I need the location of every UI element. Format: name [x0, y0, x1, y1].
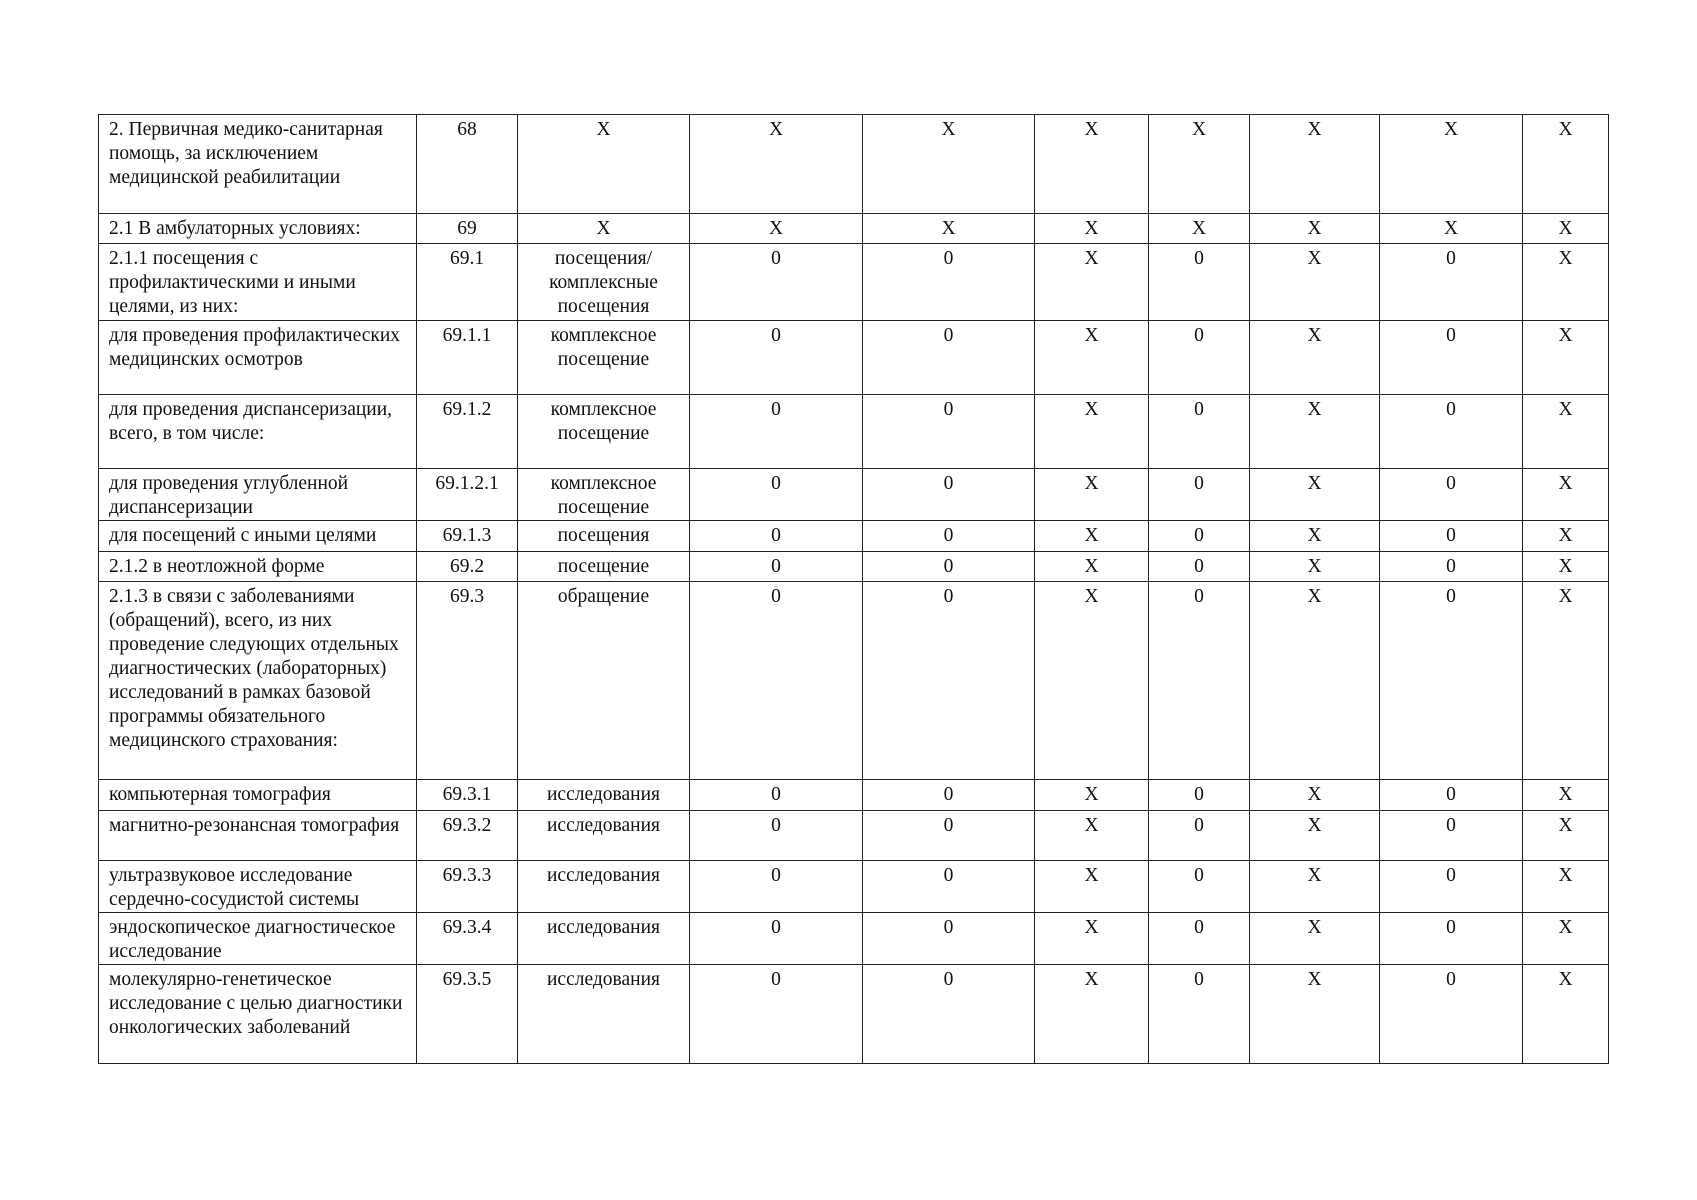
value-cell — [1250, 115, 1380, 214]
cell-value: X — [768, 218, 784, 239]
row-label: 2.1.3 в связи с заболеваниями (обращений), всего, из них проведение следующих отдельных диагностических (лабораторных) исследований в рамках базовой программы обязательного медицинского страхования: — [109, 586, 399, 751]
value-cell — [1035, 521, 1149, 552]
value-cell — [863, 552, 1035, 582]
row-code-cell — [417, 552, 518, 582]
value-cell — [1149, 521, 1250, 552]
cell-value: 0 — [1446, 325, 1456, 346]
unit-label: посещение — [557, 556, 650, 577]
value-cell — [1380, 582, 1523, 780]
row-code: 69.3 — [449, 586, 485, 607]
value-cell — [1380, 469, 1523, 521]
unit-cell — [518, 582, 690, 780]
table-row — [99, 521, 1609, 552]
value-cell — [1380, 552, 1523, 582]
value-cell — [1035, 861, 1149, 913]
unit-cell — [518, 811, 690, 861]
cell-value: X — [1084, 119, 1099, 140]
value-cell — [1380, 521, 1523, 552]
row-label-cell — [99, 469, 417, 521]
row-label-cell — [99, 321, 417, 395]
row-code: 68 — [457, 119, 477, 140]
unit-label: X — [596, 119, 611, 140]
row-code-cell — [417, 214, 518, 244]
value-cell — [1035, 395, 1149, 469]
table-body — [99, 115, 1609, 1064]
cell-value: X — [1084, 969, 1099, 990]
cell-value: X — [1084, 248, 1099, 269]
row-label-cell — [99, 861, 417, 913]
value-cell — [863, 115, 1035, 214]
value-cell — [1149, 244, 1250, 321]
row-code-cell — [417, 244, 518, 321]
value-cell — [1250, 811, 1380, 861]
cell-value: 0 — [943, 865, 954, 886]
value-cell — [1035, 244, 1149, 321]
value-cell — [863, 861, 1035, 913]
value-cell — [690, 115, 863, 214]
cell-value: X — [1084, 473, 1099, 494]
cell-value: 0 — [771, 784, 781, 805]
row-label: молекулярно-генетическое исследование с целью диагностики онкологических заболеваний — [109, 969, 403, 1038]
unit-label: обращение — [557, 586, 650, 607]
unit-cell — [518, 913, 690, 965]
value-cell — [1523, 913, 1609, 965]
value-cell — [1149, 321, 1250, 395]
cell-value: 0 — [943, 969, 954, 990]
cell-value: 0 — [1194, 325, 1204, 346]
table-row — [99, 469, 1609, 521]
value-cell — [1523, 582, 1609, 780]
value-cell — [1523, 780, 1609, 811]
unit-label: исследования — [547, 784, 660, 805]
cell-value: X — [1084, 586, 1099, 607]
cell-value: X — [1558, 586, 1573, 607]
cell-value: X — [1558, 784, 1573, 805]
row-code: 69.1.1 — [442, 325, 492, 346]
cell-value: X — [1558, 325, 1573, 346]
row-label-cell — [99, 582, 417, 780]
cell-value: 0 — [771, 473, 781, 494]
cell-value: X — [1558, 917, 1573, 938]
cell-value: X — [1558, 969, 1573, 990]
value-cell — [1523, 469, 1609, 521]
cell-value: X — [1084, 399, 1099, 420]
cell-value: X — [1443, 119, 1459, 140]
row-code: 69.3.5 — [442, 969, 492, 990]
value-cell — [1380, 913, 1523, 965]
row-code-cell — [417, 780, 518, 811]
table-row — [99, 395, 1609, 469]
row-label: 2.1.1 посещения с профилактическими и иными целями, из них: — [109, 248, 356, 317]
value-cell — [863, 811, 1035, 861]
cell-value: X — [1307, 865, 1322, 886]
cell-value: X — [1558, 248, 1573, 269]
row-code-cell — [417, 811, 518, 861]
cell-value: 0 — [771, 525, 781, 546]
row-label: эндоскопическое диагностическое исследование — [109, 917, 396, 962]
value-cell — [690, 811, 863, 861]
table-row — [99, 913, 1609, 965]
table-row — [99, 582, 1609, 780]
row-label-cell — [99, 811, 417, 861]
cell-value: X — [1307, 784, 1322, 805]
cell-value: X — [1084, 917, 1099, 938]
unit-cell — [518, 861, 690, 913]
row-label: ультразвуковое исследование сердечно-сосудистой системы — [109, 865, 360, 910]
row-label: для проведения диспансеризации, всего, в том числе: — [109, 399, 393, 444]
cell-value: 0 — [1446, 784, 1456, 805]
value-cell — [863, 244, 1035, 321]
cell-value: 0 — [943, 399, 954, 420]
value-cell — [863, 780, 1035, 811]
value-cell — [690, 552, 863, 582]
cell-value: X — [1084, 556, 1099, 577]
value-cell — [1035, 115, 1149, 214]
unit-cell — [518, 552, 690, 582]
cell-value: X — [1558, 218, 1573, 239]
table-row — [99, 861, 1609, 913]
row-code: 69.3.4 — [442, 917, 492, 938]
value-cell — [1250, 469, 1380, 521]
row-label-cell — [99, 552, 417, 582]
value-cell — [1380, 861, 1523, 913]
cell-value: X — [941, 218, 956, 239]
cell-value: X — [1084, 325, 1099, 346]
value-cell — [690, 582, 863, 780]
cell-value: 0 — [1194, 556, 1204, 577]
table-row — [99, 321, 1609, 395]
cell-value: X — [1558, 815, 1573, 836]
row-code: 69.3.2 — [442, 815, 492, 836]
value-cell — [1149, 395, 1250, 469]
unit-cell — [518, 965, 690, 1064]
value-cell — [863, 913, 1035, 965]
cell-value: 0 — [771, 969, 781, 990]
row-label-cell — [99, 244, 417, 321]
value-cell — [1149, 780, 1250, 811]
cell-value: 0 — [1446, 473, 1456, 494]
value-cell — [1523, 395, 1609, 469]
value-cell — [1149, 115, 1250, 214]
cell-value: 0 — [943, 784, 954, 805]
row-code-cell — [417, 395, 518, 469]
row-label: для проведения углубленной диспансеризации — [109, 473, 349, 518]
value-cell — [1380, 321, 1523, 395]
row-label-cell — [99, 395, 417, 469]
cell-value: X — [1191, 218, 1207, 239]
cell-value: 0 — [943, 525, 954, 546]
row-code-cell — [417, 321, 518, 395]
value-cell — [1523, 521, 1609, 552]
table-row — [99, 115, 1609, 214]
cell-value: 0 — [943, 556, 954, 577]
cell-value: X — [1307, 525, 1322, 546]
row-code-cell — [417, 521, 518, 552]
value-cell — [1380, 811, 1523, 861]
value-cell — [1523, 115, 1609, 214]
value-cell — [690, 469, 863, 521]
cell-value: X — [1558, 525, 1573, 546]
unit-cell — [518, 780, 690, 811]
cell-value: X — [1307, 248, 1322, 269]
cell-value: 0 — [1194, 865, 1204, 886]
value-cell — [690, 861, 863, 913]
value-cell — [863, 321, 1035, 395]
value-cell — [1523, 965, 1609, 1064]
cell-value: X — [1084, 525, 1099, 546]
value-cell — [1523, 214, 1609, 244]
value-cell — [863, 395, 1035, 469]
unit-label: комплексное посещение — [550, 399, 657, 444]
value-cell — [690, 214, 863, 244]
cell-value: 0 — [1194, 586, 1204, 607]
cell-value: 0 — [1194, 969, 1204, 990]
value-cell — [1035, 965, 1149, 1064]
unit-label: комплексное посещение — [550, 473, 657, 518]
unit-label: исследования — [547, 815, 660, 836]
cell-value: 0 — [1446, 586, 1456, 607]
row-label: для посещений с иными целями — [109, 525, 377, 546]
unit-label: исследования — [547, 865, 660, 886]
row-label-cell — [99, 115, 417, 214]
value-cell — [863, 582, 1035, 780]
value-cell — [1035, 913, 1149, 965]
row-code: 69 — [457, 218, 477, 239]
value-cell — [690, 965, 863, 1064]
unit-label: посещения — [557, 525, 650, 546]
value-cell — [1380, 214, 1523, 244]
cell-value: X — [1307, 218, 1322, 239]
cell-value: 0 — [1446, 865, 1456, 886]
row-code: 69.3.3 — [442, 865, 492, 886]
cell-value: X — [1191, 119, 1207, 140]
cell-value: X — [768, 119, 784, 140]
value-cell — [690, 395, 863, 469]
cell-value: 0 — [1446, 969, 1456, 990]
value-cell — [1149, 811, 1250, 861]
cell-value: 0 — [943, 325, 954, 346]
unit-cell — [518, 244, 690, 321]
cell-value: 0 — [771, 917, 781, 938]
value-cell — [1250, 780, 1380, 811]
row-code-cell — [417, 913, 518, 965]
value-cell — [1380, 395, 1523, 469]
value-cell — [1035, 214, 1149, 244]
value-cell — [1523, 811, 1609, 861]
row-label: 2. Первичная медико-санитарная помощь, за исключением медицинской реабилитации — [109, 119, 383, 188]
value-cell — [1149, 913, 1250, 965]
table-row — [99, 780, 1609, 811]
row-code-cell — [417, 965, 518, 1064]
value-cell — [1523, 861, 1609, 913]
value-cell — [690, 521, 863, 552]
cell-value: 0 — [771, 399, 781, 420]
unit-cell — [518, 469, 690, 521]
cell-value: X — [1307, 556, 1322, 577]
row-label: 2.1 В амбулаторных условиях: — [109, 218, 361, 239]
cell-value: X — [1084, 784, 1099, 805]
cell-value: 0 — [771, 248, 781, 269]
value-cell — [1250, 321, 1380, 395]
table-row — [99, 552, 1609, 582]
cell-value: 0 — [771, 815, 781, 836]
unit-cell — [518, 321, 690, 395]
unit-cell — [518, 521, 690, 552]
cell-value: X — [1558, 556, 1573, 577]
value-cell — [690, 913, 863, 965]
row-code: 69.1 — [449, 248, 485, 269]
row-label: для проведения профилактических медицинских осмотров — [109, 325, 401, 370]
row-label: 2.1.2 в неотложной форме — [109, 556, 325, 577]
cell-value: X — [1307, 815, 1322, 836]
cell-value: 0 — [1446, 248, 1456, 269]
cell-value: X — [941, 119, 956, 140]
value-cell — [1380, 244, 1523, 321]
cell-value: X — [1307, 917, 1322, 938]
value-cell — [1250, 521, 1380, 552]
cell-value: 0 — [1446, 399, 1456, 420]
cell-value: 0 — [1446, 917, 1456, 938]
cell-value: X — [1558, 473, 1573, 494]
row-label: магнитно-резонансная томография — [109, 815, 400, 836]
value-cell — [1149, 965, 1250, 1064]
cell-value: 0 — [771, 325, 781, 346]
value-cell — [1380, 780, 1523, 811]
value-cell — [1149, 552, 1250, 582]
unit-label: исследования — [547, 969, 660, 990]
row-code: 69.1.3 — [442, 525, 492, 546]
row-code: 69.1.2 — [442, 399, 492, 420]
cell-value: X — [1558, 119, 1573, 140]
value-cell — [1523, 244, 1609, 321]
value-cell — [1250, 582, 1380, 780]
cell-value: X — [1558, 399, 1573, 420]
cell-value: X — [1443, 218, 1459, 239]
row-label-cell — [99, 965, 417, 1064]
row-code: 69.2 — [449, 556, 485, 577]
cell-value: X — [1307, 325, 1322, 346]
cell-value: X — [1084, 218, 1099, 239]
value-cell — [1035, 321, 1149, 395]
value-cell — [1250, 395, 1380, 469]
cell-value: X — [1307, 119, 1322, 140]
cell-value: 0 — [1446, 815, 1456, 836]
value-cell — [863, 469, 1035, 521]
value-cell — [1380, 115, 1523, 214]
row-code: 69.3.1 — [442, 784, 492, 805]
value-cell — [1149, 861, 1250, 913]
cell-value: 0 — [943, 586, 954, 607]
cell-value: 0 — [943, 248, 954, 269]
unit-label: посещения/ комплексные посещения — [549, 248, 658, 317]
row-label-cell — [99, 521, 417, 552]
row-code-cell — [417, 861, 518, 913]
unit-label: комплексное посещение — [550, 325, 657, 370]
value-cell — [863, 965, 1035, 1064]
table-row — [99, 811, 1609, 861]
value-cell — [1523, 552, 1609, 582]
cell-value: 0 — [771, 865, 781, 886]
row-code: 69.1.2.1 — [435, 473, 499, 494]
value-cell — [1035, 469, 1149, 521]
row-code-cell — [417, 582, 518, 780]
cell-value: 0 — [771, 556, 781, 577]
value-cell — [1250, 913, 1380, 965]
value-cell — [1149, 582, 1250, 780]
value-cell — [690, 244, 863, 321]
value-cell — [1149, 214, 1250, 244]
cell-value: X — [1084, 815, 1099, 836]
cell-value: 0 — [1446, 525, 1456, 546]
row-label-cell — [99, 214, 417, 244]
value-cell — [1250, 965, 1380, 1064]
cell-value: 0 — [1194, 399, 1204, 420]
cell-value: X — [1307, 399, 1322, 420]
cell-value: 0 — [1194, 815, 1204, 836]
cell-value: X — [1307, 586, 1322, 607]
value-cell — [1380, 965, 1523, 1064]
row-code-cell — [417, 115, 518, 214]
value-cell — [1250, 244, 1380, 321]
value-cell — [1149, 469, 1250, 521]
data-table — [98, 114, 1609, 1064]
unit-cell — [518, 395, 690, 469]
table-row — [99, 965, 1609, 1064]
value-cell — [1250, 552, 1380, 582]
cell-value: 0 — [1194, 248, 1204, 269]
cell-value: X — [1307, 969, 1322, 990]
cell-value: X — [1084, 865, 1099, 886]
value-cell — [1250, 861, 1380, 913]
table-row — [99, 244, 1609, 321]
value-cell — [1250, 214, 1380, 244]
value-cell — [863, 521, 1035, 552]
cell-value: 0 — [1194, 784, 1204, 805]
row-code-cell — [417, 469, 518, 521]
value-cell — [1035, 552, 1149, 582]
value-cell — [690, 321, 863, 395]
row-label-cell — [99, 780, 417, 811]
cell-value: X — [1558, 865, 1573, 886]
value-cell — [1035, 780, 1149, 811]
value-cell — [1035, 811, 1149, 861]
unit-cell — [518, 115, 690, 214]
unit-label: X — [596, 218, 611, 239]
cell-value: X — [1307, 473, 1322, 494]
unit-cell — [518, 214, 690, 244]
cell-value: 0 — [771, 586, 781, 607]
cell-value: 0 — [1194, 473, 1204, 494]
cell-value: 0 — [943, 815, 954, 836]
row-label: компьютерная томография — [109, 784, 331, 805]
value-cell — [1035, 582, 1149, 780]
cell-value: 0 — [1446, 556, 1456, 577]
cell-value: 0 — [1194, 917, 1204, 938]
unit-label: исследования — [547, 917, 660, 938]
cell-value: 0 — [943, 917, 954, 938]
value-cell — [1523, 321, 1609, 395]
value-cell — [690, 780, 863, 811]
value-cell — [863, 214, 1035, 244]
table-row — [99, 214, 1609, 244]
cell-value: 0 — [943, 473, 954, 494]
row-label-cell — [99, 913, 417, 965]
cell-value: 0 — [1194, 525, 1204, 546]
